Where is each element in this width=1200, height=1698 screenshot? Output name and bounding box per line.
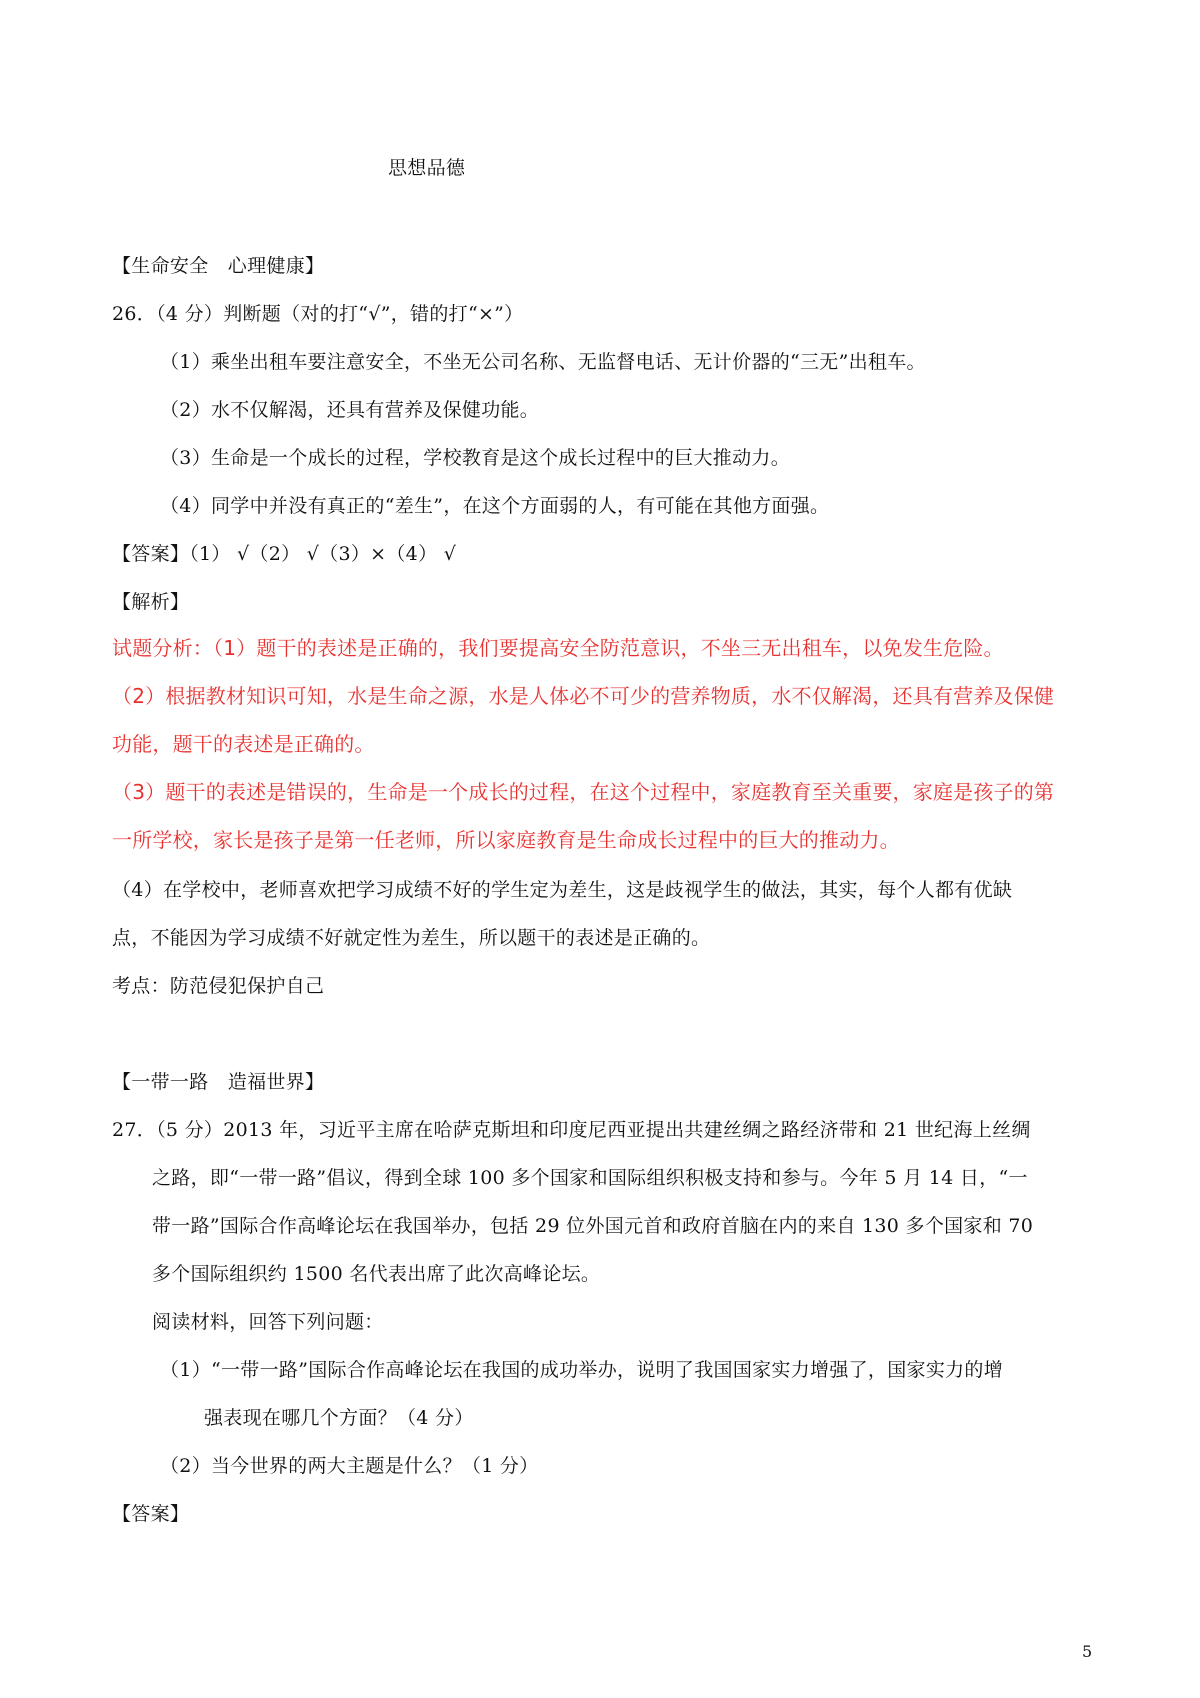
sub-question: （2）当今世界的两大主题是什么？（1 分） xyxy=(160,1455,539,1477)
sub-question: （1）“一带一路”国际合作高峰论坛在我国的成功举办，说明了我国国家实力增强了，国家实力的增 xyxy=(160,1359,1004,1381)
question-27-line: 带一路”国际合作高峰论坛在我国举办，包括 29 位外国元首和政府首脑在内的来自 130 多个国家和 70 xyxy=(152,1215,1034,1237)
page-title: 思想品德 xyxy=(388,157,466,179)
question-item: （2）水不仅解渴，还具有营养及保健功能。 xyxy=(160,399,540,421)
analysis-line: （4）在学校中，老师喜欢把学习成绩不好的学生定为差生，这是歧视学生的做法，其实，每个人都有优缺 xyxy=(112,879,1013,901)
question-item: （3）生命是一个成长的过程，学校教育是这个成长过程中的巨大推动力。 xyxy=(160,447,790,469)
kaodian-line: 考点：防范侵犯保护自己 xyxy=(112,975,325,997)
sub-question: 强表现在哪几个方面？（4 分） xyxy=(204,1407,474,1429)
analysis-red-line: 试题分析：（1）题干的表述是正确的，我们要提高安全防范意识，不坐三无出租车，以免发生危险。 xyxy=(112,636,1004,660)
page-number: 5 xyxy=(1082,1642,1093,1661)
analysis-red-line: （2）根据教材知识可知，水是生命之源，水是人体必不可少的营养物质，水不仅解渴，还具有营养及保健 xyxy=(112,684,1055,708)
analysis-red-line: 一所学校，家长是孩子是第一任老师，所以家庭教育是生命成长过程中的巨大的推动力。 xyxy=(112,828,900,852)
reading-prompt: 阅读材料，回答下列问题： xyxy=(152,1311,384,1333)
question-item: （4）同学中并没有真正的“差生”，在这个方面弱的人，有可能在其他方面强。 xyxy=(160,495,830,517)
section-heading: 【一带一路 造福世界】 xyxy=(112,1071,325,1093)
question-27-line: 27．（5 分）2013 年，习近平主席在哈萨克斯坦和印度尼西亚提出共建丝绸之路经济带和 21 世纪海上丝绸 xyxy=(112,1119,1031,1141)
question-item: （1）乘坐出租车要注意安全，不坐无公司名称、无监督电话、无计价器的“三无”出租车。 xyxy=(160,351,926,373)
analysis-label: 【解析】 xyxy=(112,591,190,613)
question-26: 26．（4 分）判断题（对的打“√”，错的打“×”） xyxy=(112,303,524,325)
analysis-red-line: 功能，题干的表述是正确的。 xyxy=(112,732,375,756)
answer-label: 【答案】 xyxy=(112,1503,190,1525)
question-27-line: 多个国际组织约 1500 名代表出席了此次高峰论坛。 xyxy=(152,1263,601,1285)
section-heading: 【生命安全 心理健康】 xyxy=(112,255,325,277)
analysis-red-line: （3）题干的表述是错误的，生命是一个成长的过程，在这个过程中，家庭教育至关重要，家庭是孩子的第 xyxy=(112,780,1055,804)
analysis-line: 点，不能因为学习成绩不好就定性为差生，所以题干的表述是正确的。 xyxy=(112,927,711,949)
question-27-line: 之路，即“一带一路”倡议，得到全球 100 多个国家和国际组织积极支持和参与。今年 5 月 14 日，“一 xyxy=(152,1167,1028,1189)
answer-line: 【答案】（1） √（2） √（3）×（4） √ xyxy=(112,543,457,565)
